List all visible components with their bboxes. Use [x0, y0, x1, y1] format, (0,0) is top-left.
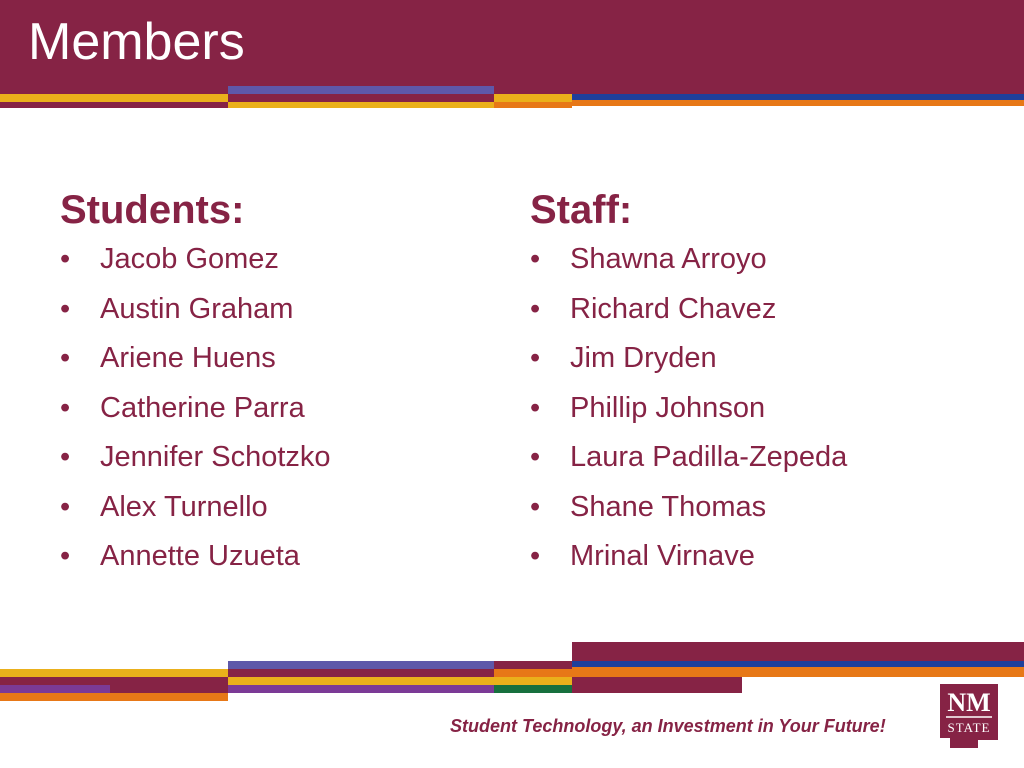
student-name: Jacob Gomez — [100, 243, 279, 275]
list-item — [60, 292, 331, 342]
staff-name: Shane Thomas — [570, 490, 767, 523]
bullet-icon: • — [60, 391, 71, 424]
list-item — [60, 391, 331, 441]
bullet-icon: • — [530, 540, 541, 572]
bullet-icon: • — [530, 342, 541, 374]
student-name: Austin Graham — [100, 292, 294, 325]
staff-name: Jim Dryden — [570, 342, 717, 374]
staff-heading: Staff: — [530, 188, 633, 232]
bullet-icon: • — [530, 292, 541, 325]
nmsu-logo — [938, 682, 1000, 750]
students-heading: Students: — [60, 188, 245, 232]
staff-name: Shawna Arroyo — [570, 243, 767, 275]
staff-name: Mrinal Virnave — [570, 540, 755, 572]
logo-state-text: STATE — [947, 720, 991, 735]
student-name: Annette Uzueta — [100, 540, 300, 572]
logo-nm-text: NM — [947, 688, 991, 717]
list-item — [60, 440, 331, 490]
bullet-icon: • — [530, 490, 541, 523]
bullet-icon: • — [530, 243, 541, 275]
student-name: Ariene Huens — [100, 342, 276, 374]
student-name: Catherine Parra — [100, 391, 305, 424]
list-item — [530, 242, 847, 292]
list-item — [530, 292, 847, 342]
bullet-icon: • — [60, 342, 71, 374]
bullet-icon: • — [60, 540, 71, 572]
students-column — [60, 190, 331, 589]
slide-title: Members — [28, 13, 245, 71]
bullet-icon: • — [60, 243, 71, 275]
staff-name: Phillip Johnson — [570, 391, 766, 424]
list-item — [530, 440, 847, 490]
student-name: Alex Turnello — [100, 490, 268, 523]
bullet-icon: • — [60, 292, 71, 325]
bullet-icon: • — [60, 441, 71, 473]
list-item — [530, 391, 847, 441]
students-list — [60, 242, 331, 589]
staff-list — [530, 242, 847, 589]
list-item — [60, 490, 331, 540]
staff-name: Richard Chavez — [570, 292, 777, 325]
list-item — [530, 341, 847, 391]
list-item — [60, 539, 331, 589]
list-item — [60, 341, 331, 391]
staff-name: Laura Padilla-Zepeda — [570, 441, 848, 473]
list-item — [60, 242, 331, 292]
staff-column — [530, 190, 847, 589]
bullet-icon: • — [530, 441, 541, 473]
list-item — [530, 490, 847, 540]
tagline: Student Technology, an Investment in Your Future! — [450, 716, 886, 736]
bullet-icon: • — [530, 391, 541, 424]
student-name: Jennifer Schotzko — [100, 441, 331, 473]
title-bar — [0, 0, 1024, 86]
list-item — [530, 539, 847, 589]
bullet-icon: • — [60, 490, 71, 523]
